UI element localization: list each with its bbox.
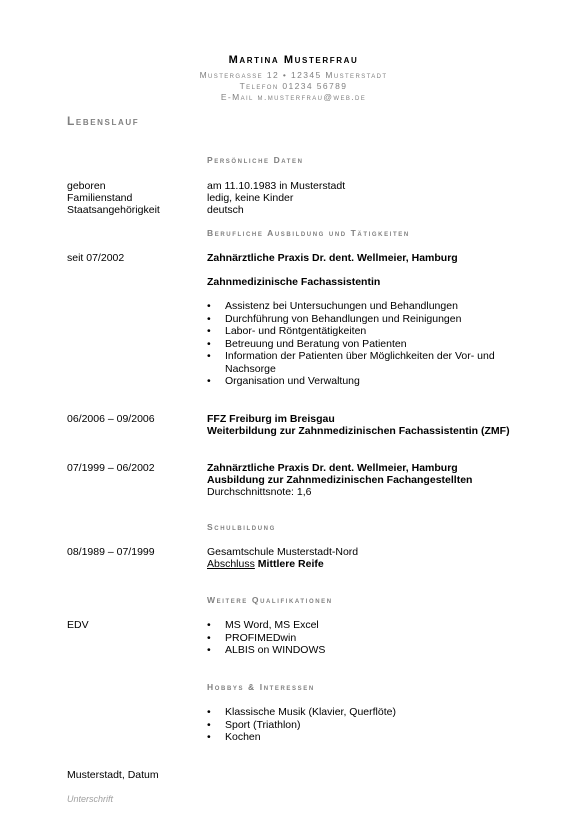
section-heading-hobbies: Hobbys & Interessen — [207, 682, 315, 692]
applicant-name: Martina Musterfrau — [228, 54, 359, 66]
career-date: 07/1999 – 06/2002 — [67, 462, 155, 474]
signature-placeholder: Unterschrift — [67, 794, 114, 804]
list-item: • PROFIMEDwin — [207, 631, 297, 644]
personal-value: am 11.10.1983 in Musterstadt — [207, 180, 346, 192]
personal-value: deutsch — [207, 204, 244, 216]
section-heading-school: Schulbildung — [207, 522, 276, 532]
bullet-icon: • — [207, 644, 211, 656]
list-item: • Organisation und Verwaltung — [207, 375, 360, 387]
phone-line: Telefon 01234 56789 — [239, 81, 348, 91]
list-item: • Labor- und Röntgentätigkeiten — [207, 325, 367, 337]
bullet-icon: • — [207, 350, 211, 362]
qualification-label: EDV — [67, 619, 89, 631]
list-item: • MS Word, MS Excel — [207, 619, 319, 631]
degree-prefix: Abschluss — [207, 558, 255, 570]
bullet-icon: • — [207, 312, 211, 325]
list-item: • Betreuung und Beratung von Patienten — [207, 337, 407, 350]
section-heading-career: Berufliche Ausbildung und Tätigkeiten — [207, 228, 410, 238]
list-item: • Sport (Triathlon) — [207, 718, 301, 731]
list-item: • Information der Patienten über Möglichkeiten der Vor- und Nachsorge — [207, 350, 495, 375]
career-institution: FFZ Freiburg im Breisgau — [207, 413, 335, 425]
task-list — [207, 300, 507, 388]
list-item: • ALBIS on WINDOWS — [207, 644, 326, 656]
list-item: • Durchführung von Behandlungen und Reinigungen — [207, 312, 462, 325]
section-heading-personal: Persönliche Daten — [207, 155, 304, 165]
career-employer: Zahnärztliche Praxis Dr. dent. Wellmeier, Hamburg — [207, 252, 458, 264]
place-date: Musterstadt, Datum — [67, 769, 159, 781]
school-degree — [207, 558, 324, 571]
bullet-icon: • — [207, 325, 211, 337]
document-title: Lebenslauf — [67, 114, 140, 128]
section-heading-qualifications: Weitere Qualifikationen — [207, 595, 333, 605]
personal-label: Familienstand — [67, 192, 133, 204]
bullet-icon: • — [207, 631, 211, 644]
bullet-icon: • — [207, 619, 211, 631]
email-line: E-Mail m.musterfrau@web.de — [220, 92, 367, 102]
career-grade: Durchschnittsnote: 1,6 — [207, 486, 312, 498]
career-employer: Zahnärztliche Praxis Dr. dent. Wellmeier, Hamburg — [207, 462, 458, 474]
bullet-icon: • — [207, 337, 211, 350]
address-line: Mustergasse 12 • 12345 Musterstadt — [199, 70, 388, 80]
bullet-icon: • — [207, 718, 211, 731]
personal-label: Staatsangehörigkeit — [67, 204, 160, 216]
personal-value: ledig, keine Kinder — [207, 192, 294, 204]
list-item: • Klassische Musik (Klavier, Querflöte) — [207, 706, 396, 718]
career-position: Zahnmedizinische Fachassistentin — [207, 276, 381, 288]
list-item: • Kochen — [207, 731, 261, 743]
school-name: Gesamtschule Musterstadt-Nord — [207, 546, 359, 558]
qualification-list — [207, 619, 507, 657]
bullet-icon: • — [207, 375, 211, 387]
career-date: seit 07/2002 — [67, 252, 125, 264]
career-training: Ausbildung zur Zahnmedizinischen Fachangestellten — [207, 474, 473, 486]
hobby-list — [207, 706, 507, 744]
bullet-icon: • — [207, 300, 211, 312]
personal-label: geboren — [67, 180, 106, 192]
list-item: • Assistenz bei Untersuchungen und Behandlungen — [207, 300, 458, 312]
career-date: 06/2006 – 09/2006 — [67, 413, 155, 425]
school-date: 08/1989 – 07/1999 — [67, 546, 155, 558]
bullet-icon: • — [207, 731, 211, 743]
career-training: Weiterbildung zur Zahnmedizinischen Fachassistentin (ZMF) — [207, 425, 510, 437]
degree-value: Mittlere Reife — [257, 558, 324, 570]
bullet-icon: • — [207, 706, 211, 718]
